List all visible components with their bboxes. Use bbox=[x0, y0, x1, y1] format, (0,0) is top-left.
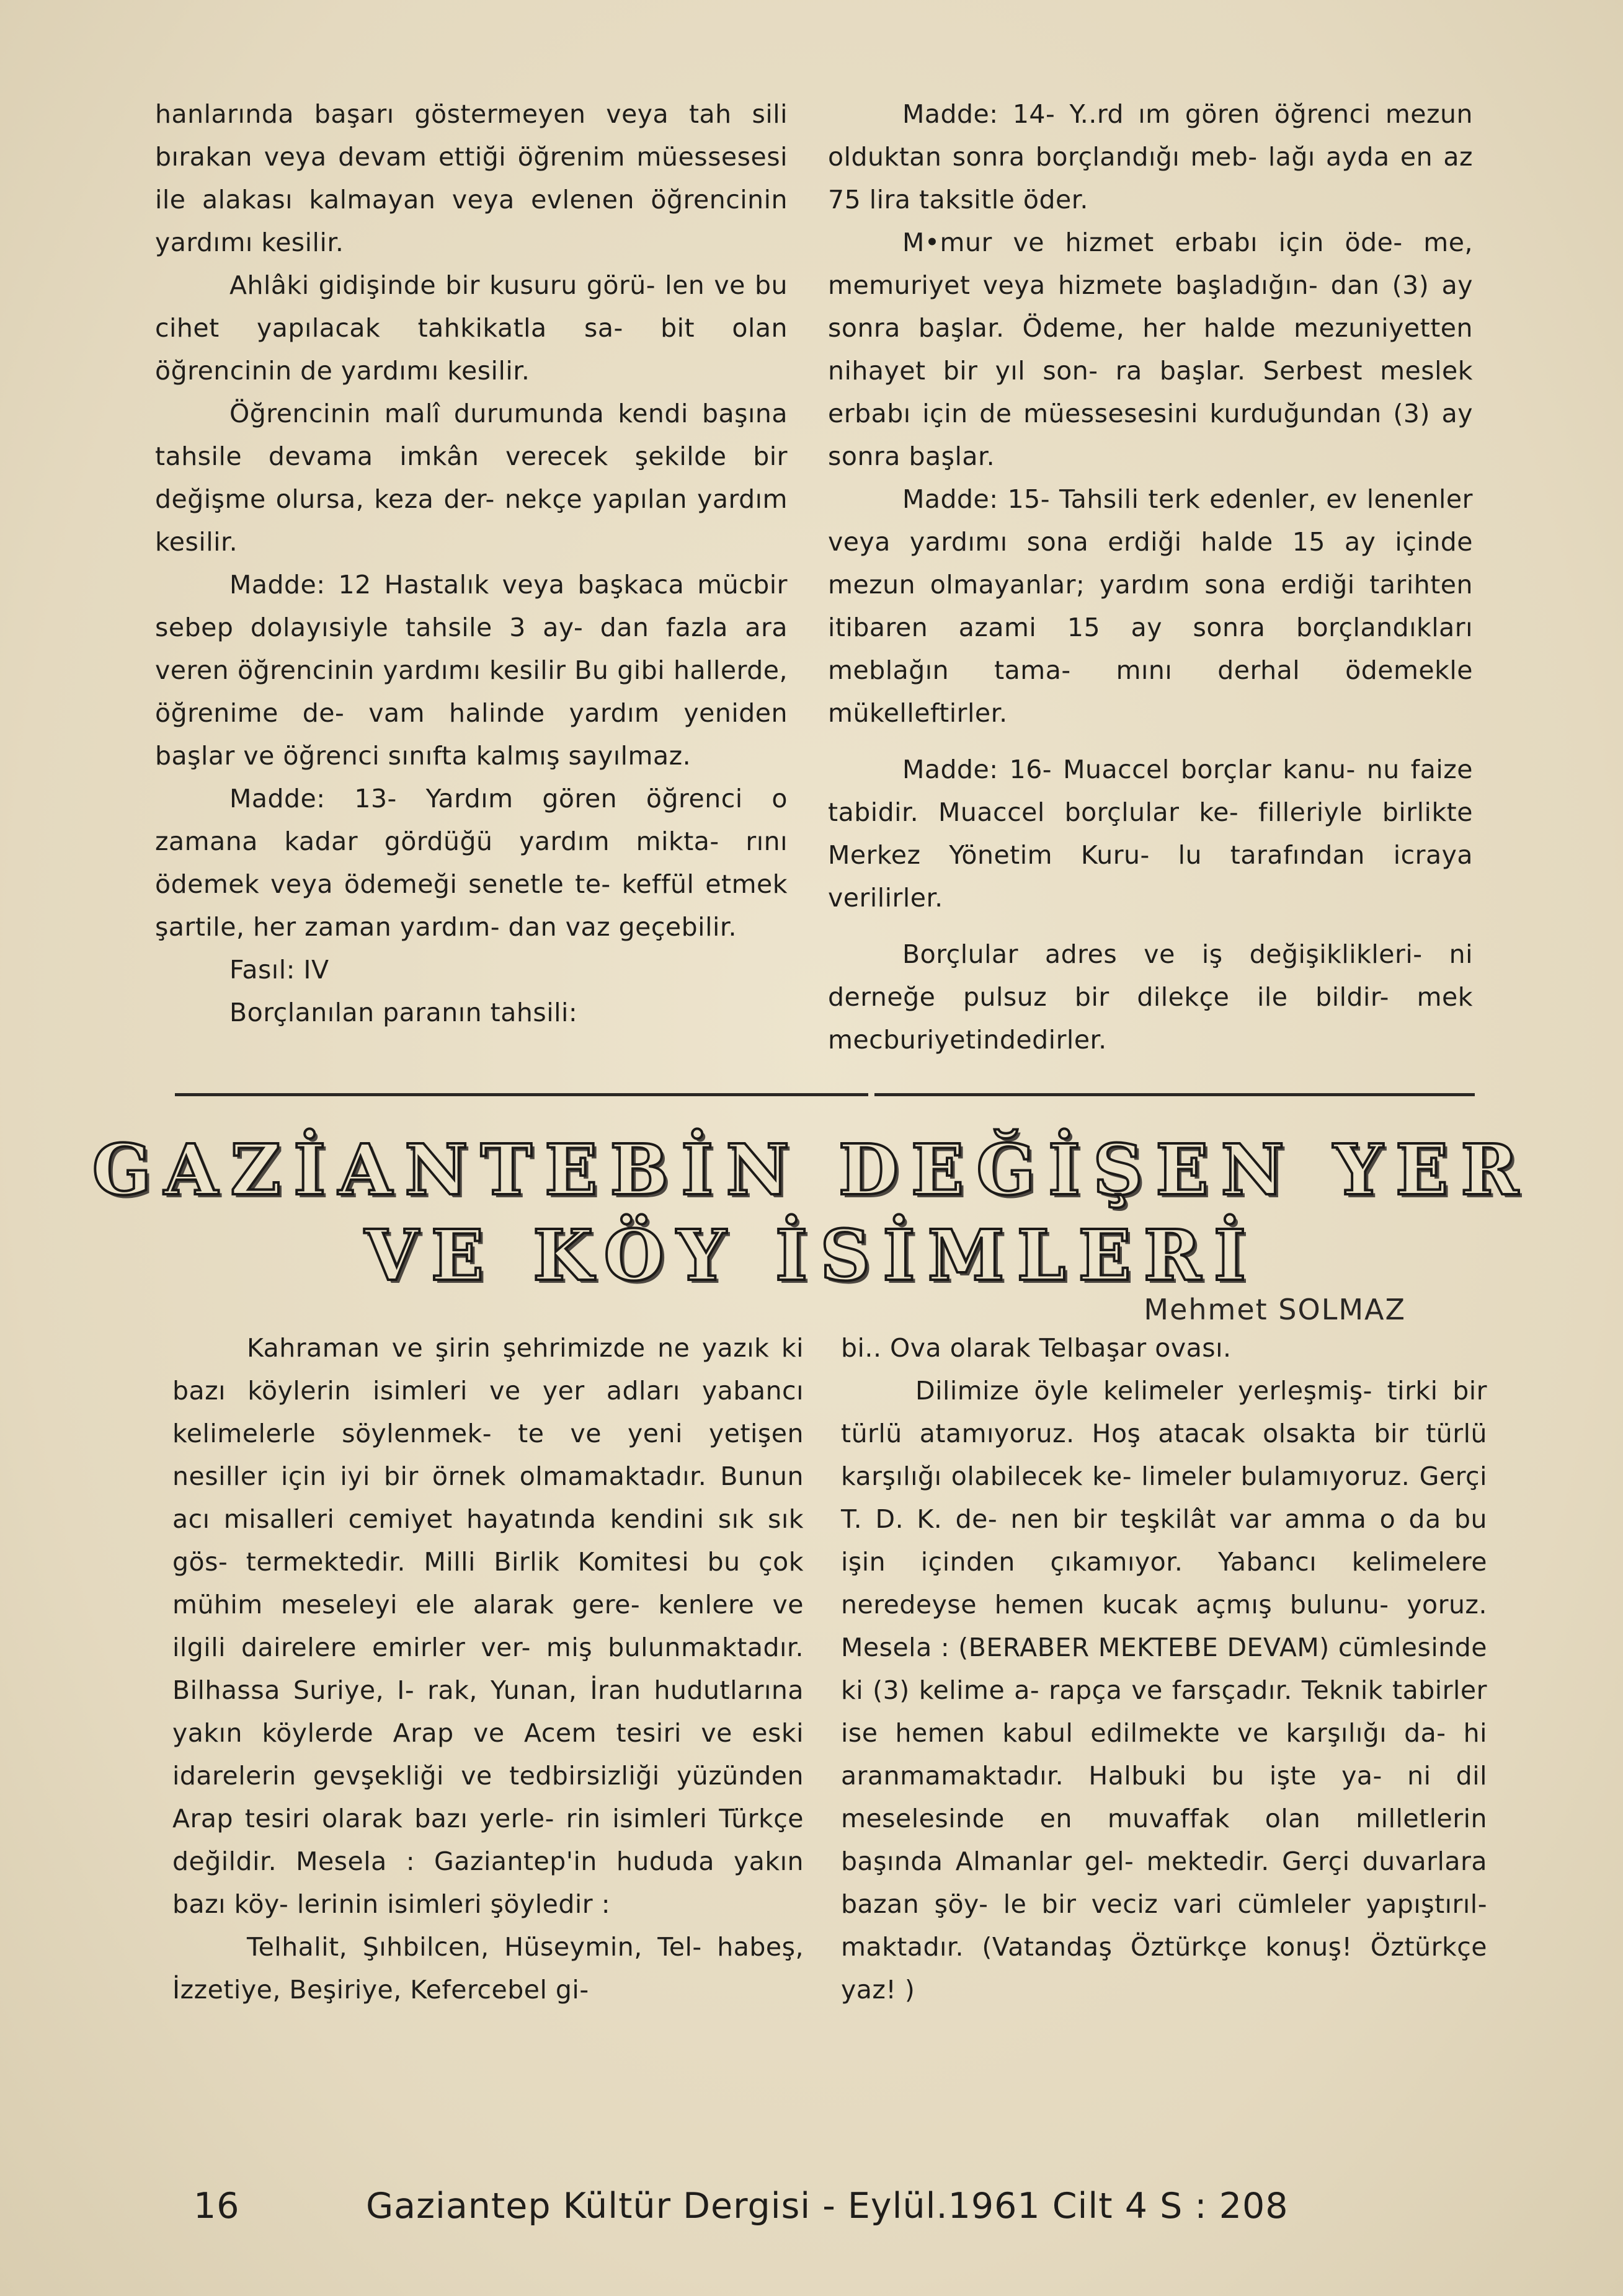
page-number: 16 bbox=[193, 2186, 240, 2227]
paragraph: Öğrencinin malî durumunda kendi başına tahsile devama imkân verecek şekilde bir değişme olursa, keza der- nekçe yapılan yardım kesilir. bbox=[155, 399, 788, 557]
paragraph: hanlarında başarı göstermeyen veya tah sili bırakan veya devam ettiği öğrenim müessesesi ile alakası kalmayan veya evlenen öğrencinin yardımı kesilir. bbox=[155, 99, 788, 257]
chapter-heading: Fasıl: IV bbox=[229, 955, 329, 985]
article-title-line-2: VE KÖY İSİMLERİ bbox=[364, 1215, 1259, 1296]
bottom-right-column bbox=[841, 1327, 1487, 2011]
article-12: Madde: 12 Hastalık veya başkaca mücbir sebep dolayısiyle tahsile 3 ay- dan fazla ara veren öğrencinin yardımı kesilir Bu gibi hallerde, öğrenime de- vam halinde yardım yeniden başlar ve öğrenci sınıfta kalmış sayılmaz. bbox=[155, 570, 788, 771]
bottom-left-column bbox=[172, 1327, 804, 2011]
journal-citation: Gaziantep Kültür Dergisi - Eylül.1961 Cilt 4 S : 208 bbox=[366, 2186, 1289, 2227]
paragraph: Dilimize öyle kelimeler yerleşmiş- tirki bir türlü atamıyoruz. Hoş atacak olsakta bir türlü karşılığı olabilecek ke- limeler bulamıyoruz. Gerçi T. D. K. de- nen bir teşkilât var amma o da bu işin içinden çıkamıyor. Yabancı kelimelere neredeyse hemen kucak açmış bulunu- yoruz. Mesela : (BERABER MEKTEBE DEVAM) cümlesinde ki (3) kelime a- rapça ve farsçadır. Teknik tabirler ise hemen kabul edilmekte ve karşılığı da- hi aranmamaktadır. Halbuki bu işte ya- ni dil meselesinde en muvaffak olan milletlerin başında Almanlar gel- mektedir. Gerçi duvarlara bazan şöy- le bir veciz vari cümleler yapıştırıl- maktadır. (Vatandaş Öztürkçe konuş! Öztürkçe yaz! ) bbox=[841, 1376, 1487, 2005]
paragraph: Telhalit, Şıhbilcen, Hüseymin, Tel- habeş, İzzetiye, Beşiriye, Kefercebel gi- bbox=[172, 1932, 804, 2005]
author-byline: Mehmet SOLMAZ bbox=[1144, 1293, 1406, 1326]
article-15: Madde: 15- Tahsili terk edenler, ev lenenler veya yardımı sona erdiği halde 15 ay içinde mezun olmayanlar; yardım sona erdiği tarihten itibaren azami 15 ay sonra borçlandıkları meblağın tama- mını derhal ödemekle mükelleftirler. bbox=[828, 484, 1473, 728]
paragraph: bi.. Ova olarak Telbaşar ovası. bbox=[841, 1333, 1232, 1363]
paragraph: M•mur ve hizmet erbabı için öde- me, memuriyet veya hizmete başladığın- dan (3) ay sonra başlar. Ödeme, her halde mezuniyetten nihayet bir yıl son- ra başlar. Serbest meslek erbabı için de müessesesini kurduğundan (3) ay sonra başlar. bbox=[828, 228, 1473, 471]
top-right-column bbox=[828, 93, 1473, 1062]
section-heading: Borçlanılan paranın tahsili: bbox=[229, 998, 578, 1027]
section-divider-left bbox=[175, 1093, 868, 1096]
article-title-line-1: GAZİANTEBİN DEĞİŞEN YER bbox=[92, 1130, 1531, 1211]
paragraph: Kahraman ve şirin şehrimizde ne yazık ki bazı köylerin isimleri ve yer adları yabancı kelimelerle söylenmek- te ve yeni yetişen nesiller için iyi bir örnek olmamaktadır. Bunun acı misalleri cemiyet hayatında kendini sık sık gös- termektedir. Milli Birlik Komitesi bu çok mühim meseleyi ele alarak gere- kenlere ve ilgili dairelere emirler ver- miş bulunmaktadır. Bilhassa Suriye, I- rak, Yunan, İran hudutlarına yakın köylerde Arap ve Acem tesiri ve eski idarelerin gevşekliği ve tedbirsizliği yüzünden Arap tesiri olarak bazı yerle- rin isimleri Türkçe değildir. Mesela : Gaziantep'in hududa yakın bazı köy- lerinin isimleri şöyledir : bbox=[172, 1333, 804, 1919]
section-divider-right bbox=[874, 1093, 1475, 1096]
article-16: Madde: 16- Muaccel borçlar kanu- nu faize tabidir. Muaccel borçlular ke- filleriyle birlikte Merkez Yönetim Kuru- lu tarafından icraya verilirler. bbox=[828, 755, 1473, 913]
article-13: Madde: 13- Yardım gören öğrenci o zamana kadar gördüğü yardım mikta- rını ödemek veya ödemeği senetle te- keffül etmek şartile, her zaman yardım- dan vaz geçebilir. bbox=[155, 784, 788, 942]
top-left-column bbox=[155, 93, 788, 1034]
article-14: Madde: 14- Y..rd ım gören öğrenci mezun olduktan sonra borçlandığı meb- lağı ayda en az 75 lira taksitle öder. bbox=[828, 99, 1473, 215]
paragraph: Ahlâki gidişinde bir kusuru görü- len ve bu cihet yapılacak tahkikatla sa- bit olan öğrencinin de yardımı kesilir. bbox=[155, 270, 788, 386]
paragraph: Borçlular adres ve iş değişiklikleri- ni derneğe pulsuz bir dilekçe ile bildir- mek mecburiyetindedirler. bbox=[828, 939, 1473, 1055]
